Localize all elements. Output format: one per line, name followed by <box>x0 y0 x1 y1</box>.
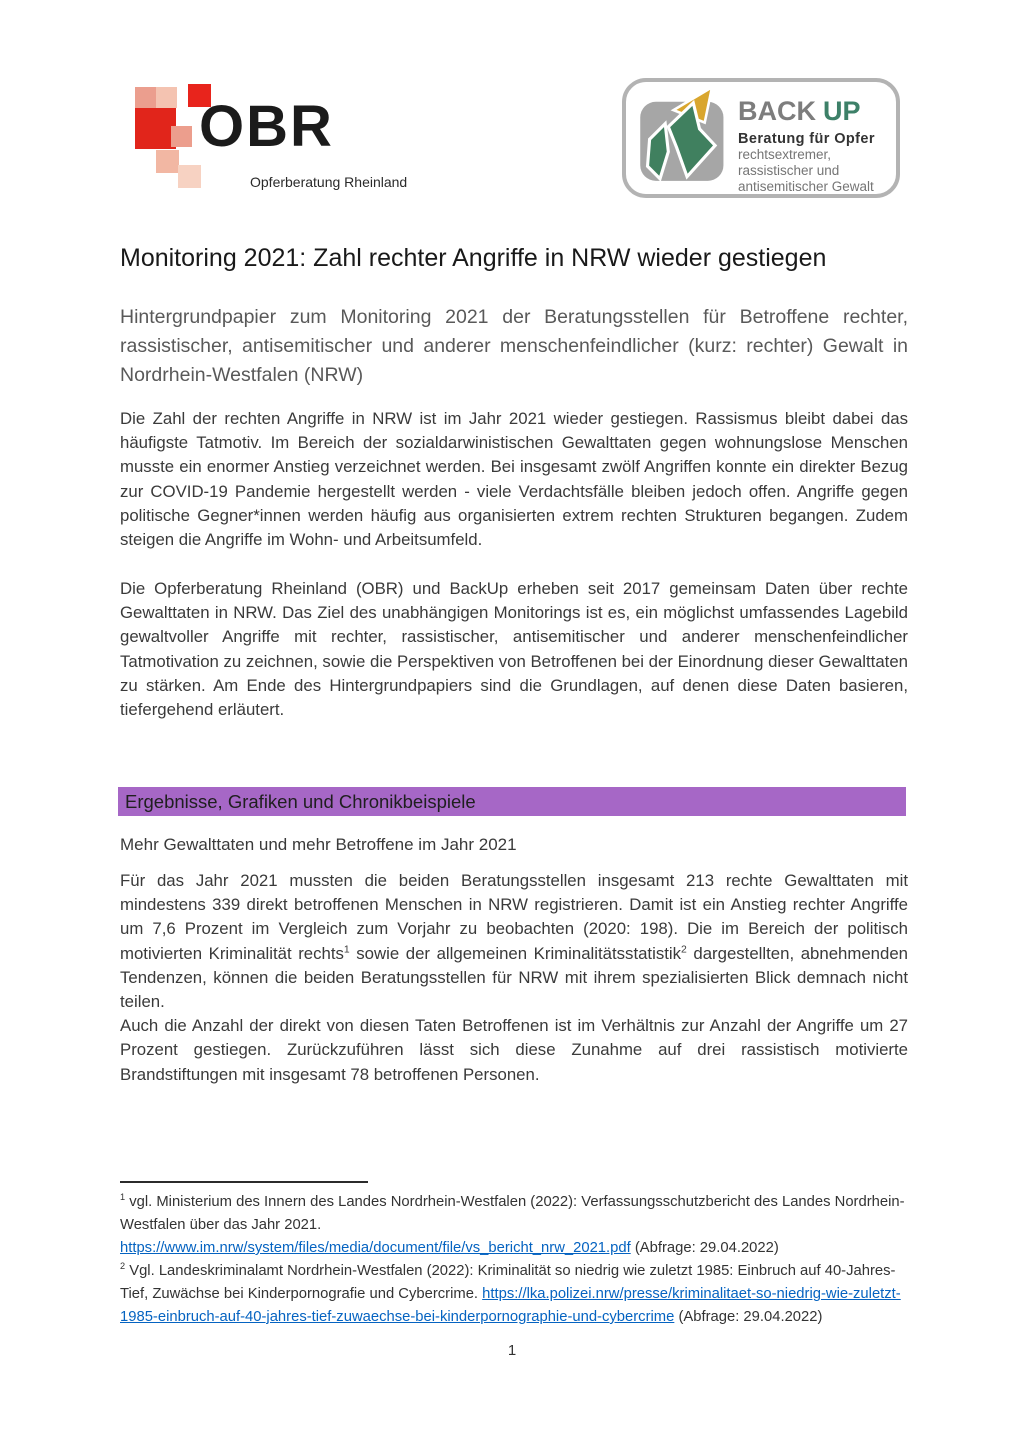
results-text: dargestellten, abnehmenden Tendenzen, können die beiden Beratungsstellen für NRW mit ihrem spezialisierten Blick demnach nicht teilen. <box>120 943 909 1012</box>
mosaic-square <box>171 126 192 147</box>
paragraph-intro-2: Die Opferberatung Rheinland (OBR) und BackUp erheben seit 2017 gemeinsam Daten über rechte Gewalttaten in NRW. Das Ziel des unabhängigen Monitorings ist es, ein möglichst umfassendes Lagebild gewaltvoller Angriffe mit rechter, rassistischer, antisemitischer und anderer menschenfeindlicher Tatmotivation zu zeichnen, sowie die Perspektiven von Betroffenen bei der Einordnung dieser Gewalttaten zu stärken. Am Ende des Hintergrundpapiers sind die Grundlagen, auf denen diese Daten basieren, tiefergehend erläutert. <box>120 579 908 720</box>
footnote-1 <box>120 1191 908 1260</box>
obr-logo-subtitle: Opferberatung Rheinland <box>250 174 408 190</box>
footnote-1-marker: 1 <box>120 1192 126 1203</box>
backup-tagline-line: antisemitischer Gewalt <box>738 179 874 194</box>
results-text: Für das Jahr 2021 mussten die beiden Beratungsstellen insgesamt 213 rechte Gewalttaten mit mindestens 339 direkt betroffenen Menschen in NRW registrieren. Damit ist ein Anstieg rechter Angriffe um 7,6 Prozent im Vergleich zum Vorjahr zu beobachten (2020: 198). Die im Bereich der politisch motivierten Kriminalität rechts <box>120 871 908 963</box>
backup-logo-text <box>738 98 898 195</box>
footnote-1-link[interactable]: https://www.im.nrw/system/files/media/document/file/vs_bericht_nrw_2021.pdf <box>120 1240 631 1256</box>
paragraph-results-2: Auch die Anzahl der direkt von diesen Taten Betroffenen ist im Verhältnis zur Anzahl der Angriffe um 27 Prozent gestiegen. Zurückzuführen lässt sich diese Zunahme auf drei rassistisch motivierte Brandstiftungen mit insgesamt 78 betroffenen Personen. <box>120 1016 908 1084</box>
backup-logo-name <box>738 98 898 125</box>
footnote-2-link[interactable]: https://lka.polizei.nrw/presse/kriminalitaet-so-niedrig-wie-zuletzt-1985-einbruch-auf-40-jahres-tief-zuwaechse-bei-kinderpornographie-und-cybercrime <box>120 1286 901 1325</box>
obr-logo <box>133 82 423 200</box>
footnote-2 <box>120 1260 908 1329</box>
footnote-1-suffix: (Abfrage: 29.04.2022) <box>630 1240 779 1256</box>
backup-arrow-icon <box>634 74 738 192</box>
footnote-ref-2: 2 <box>681 944 687 956</box>
mosaic-square <box>178 165 201 188</box>
document-title: Monitoring 2021: Zahl rechter Angriffe in NRW wieder gestiegen <box>120 244 827 272</box>
mosaic-square <box>156 87 177 108</box>
footnote-separator <box>120 1181 368 1183</box>
footnotes <box>120 1191 908 1329</box>
footnote-2-suffix: (Abfrage: 29.04.2022) <box>674 1309 823 1325</box>
backup-word-up: UP <box>823 96 861 126</box>
backup-tagline-bold: Beratung für Opfer <box>738 131 875 147</box>
mosaic-square <box>156 150 179 173</box>
section-header-results: Ergebnisse, Grafiken und Chronikbeispiele <box>118 787 906 816</box>
backup-tagline-line: rechtsextremer, <box>738 147 832 162</box>
footnote-1-text: vgl. Ministerium des Innern des Landes Nordrhein-Westfalen (2022): Verfassungsschutzbericht des Landes Nordrhein-Westfalen über das Jahr 2021. <box>120 1194 905 1233</box>
footnote-2-text: Vgl. Landeskriminalamt Nordrhein-Westfalen (2022): Kriminalität so niedrig wie zuletzt 1985: Einbruch auf 40-Jahres-Tief, Zuwächse bei Kinderpornografie und Cybercrime. <box>120 1263 896 1302</box>
paragraph-intro-1: Die Zahl der rechten Angriffe in NRW ist im Jahr 2021 wieder gestiegen. Rassismus bleibt dabei das häufigste Tatmotiv. Im Bereich der sozialdarwinistischen Gewalttaten gegen wohnungslose Menschen musste ein enormer Anstieg verzeichnet werden. Bei insgesamt zwölf Angriffen konnte ein direkter Bezug zur COVID-19 Pandemie hergestellt werden - viele Verdachtsfälle bleiben jedoch offen. Angriffe gegen politische Gegner*innen werden häufig aus organisierten extrem rechten Strukturen begangen. Zudem steigen die Angriffe im Wohn- und Arbeitsumfeld. <box>120 409 908 550</box>
mosaic-square <box>135 108 176 149</box>
mosaic-square <box>135 87 156 108</box>
backup-tagline-line: rassistischer und <box>738 163 840 178</box>
subsection-header: Mehr Gewalttaten und mehr Betroffene im Jahr 2021 <box>120 835 517 854</box>
page-number: 1 <box>507 1342 517 1359</box>
results-text: sowie der allgemeinen Kriminalitätsstatistik <box>349 943 681 963</box>
footnote-ref-1: 1 <box>343 944 350 956</box>
footnote-2-marker: 2 <box>120 1261 126 1272</box>
document-subtitle: Hintergrundpapier zum Monitoring 2021 der Beratungsstellen für Betroffene rechter, rassistischer, antisemitischer und anderer menschenfeindlicher (kurz: rechter) Gewalt in Nordrhein-Westfalen (NRW) <box>120 306 908 386</box>
obr-logo-acronym: OBR <box>199 94 334 159</box>
paragraph-results <box>120 869 908 1087</box>
backup-word-back: BACK <box>738 96 816 126</box>
paragraph-results-1 <box>120 869 908 1014</box>
backup-logo <box>622 78 900 198</box>
